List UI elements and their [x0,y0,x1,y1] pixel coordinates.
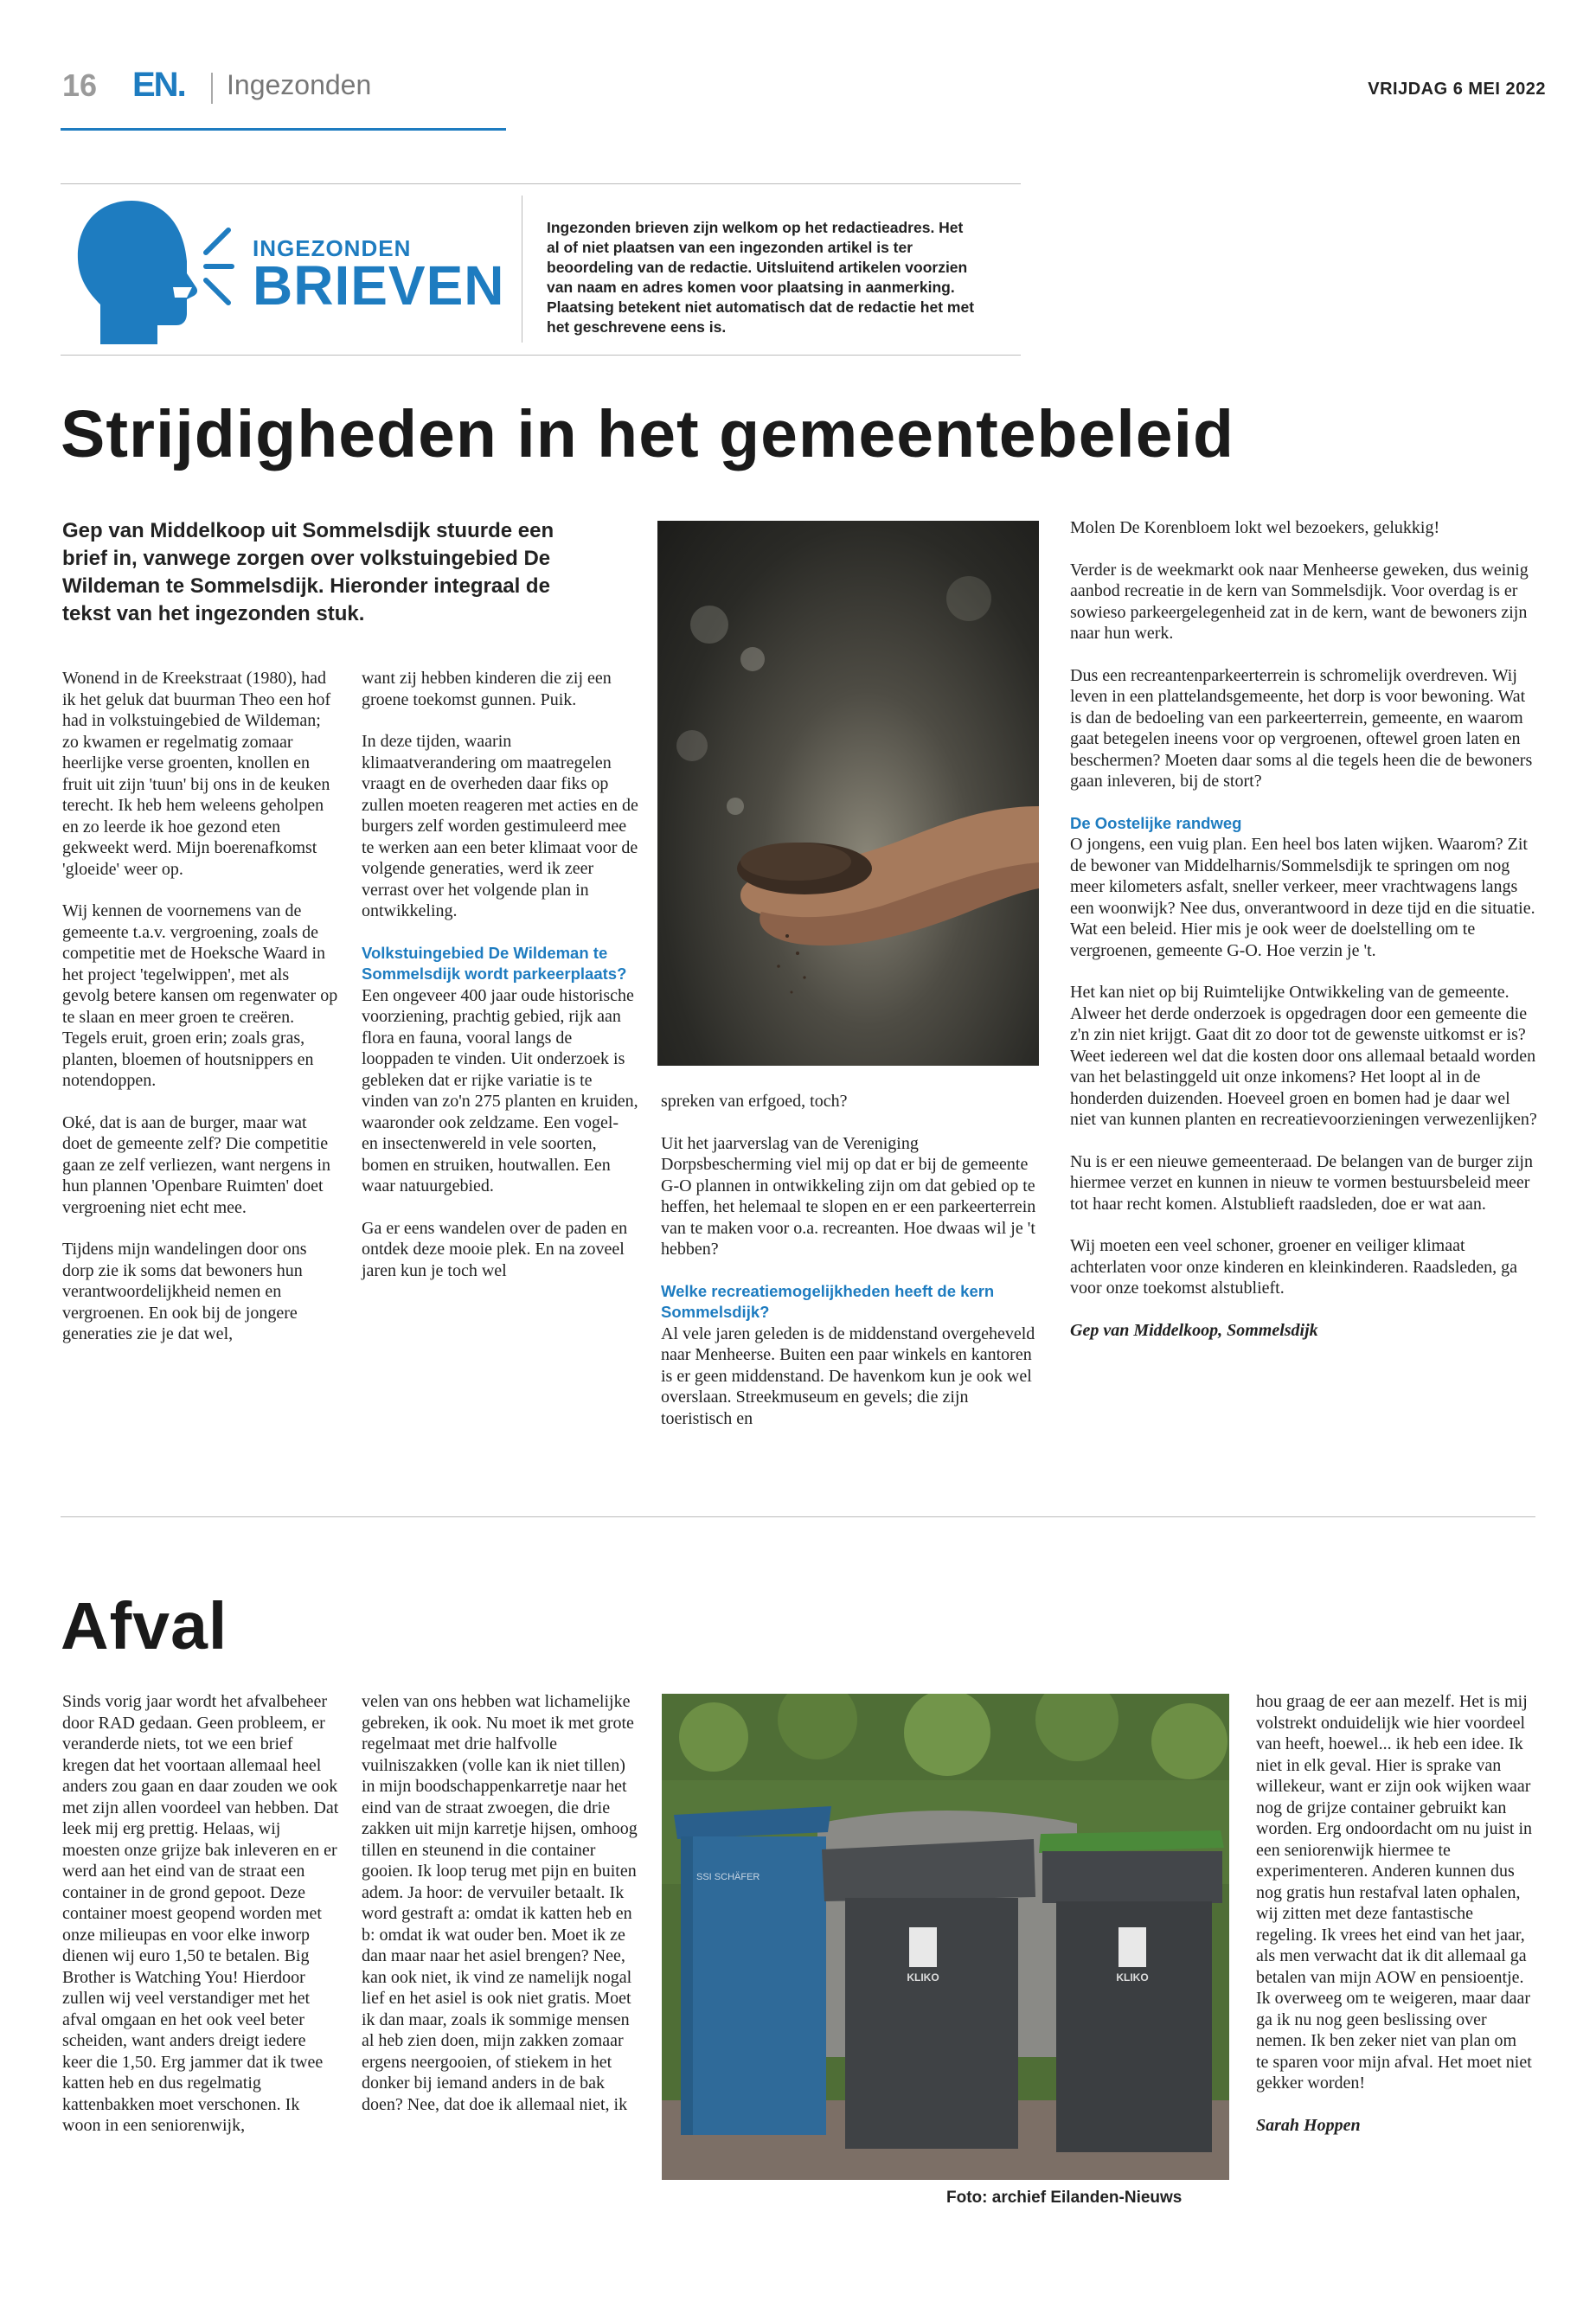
article-intro: Gep van Middelkoop uit Sommelsdijk stuurde een brief in, vanwege zorgen over volkstuingebied De Wildeman te Sommelsdijk. Hieronder integraal de tekst van het ingezonden stuk. [62,519,554,625]
subheading: De Oostelijke randweg [1070,813,1242,832]
article-column-1 [62,668,339,1366]
paragraph: Tijdens mijn wandelingen door ons dorp zie ik soms dat bewoners hun verantwoordelijkheid nemen en vergroenen. En ook bij de jongere generaties zie je dat wel, [62,1240,307,1343]
paragraph: Oké, dat is aan de burger, maar wat doet de gemeente zelf? Die competitie gaan ze zelf verliezen, want nergens in hun plannen 'Openbare Ruimten' doet vergroening niet echt mee. [62,1112,331,1217]
bin-label: KLIKO [907,1971,939,1984]
article-signature: Sarah Hoppen [1256,2115,1361,2135]
paragraph: velen van ons hebben wat lichamelijke gebreken, ik ook. Nu moet ik met grote regelmaat met drie halfvolle vuilniszakken (volle kan ik niet tillen) in mijn boodschappenkarretje naar het eind van de straat zwoegen, die drie zakken uit mijn karretje hijsen, omhoog tillen en steunend in die container gooien. Ik loop terug met pijn en buiten adem. Ja hoor: de vervuiler betaalt. Ik word gestraft a: omdat ik katten heb en b: omdat ik wat ouder ben. Moet ik ze dan maar naar het asiel brengen? Nee, kan ook niet, ik vind ze namelijk nogal lief en het asiel is ook niet gratis. Moet ik dan maar, zoals ik sommige mensen al heb zien doen, mijn zakken zomaar ergens neergooien, of stiekem in het donker bij iemand anders in de bak doen? Nee, dat doe ik allemaal niet, ik [362,1692,638,2114]
paragraph: Het kan niet op bij Ruimtelijke Ontwikkeling van de gemeente. Alweer het derde onderzoek is opgedragen door een gemeente die z'n zin niet krijgt. Gaat dit zo door tot de gewenste uitkomst er is? Weet iedereen wel dat die kosten door ons allemaal betaald worden van het belastinggeld uit onze inkomens? Het loopt al in de honderden duizenden. Hoeveel groen en bomen had je daar wel niet van kunnen planten en recreatievoorzieningen verwezenlijken? [1070,983,1537,1129]
paragraph: Uit het jaarverslag van de Vereniging Dorpsbescherming viel mij op dat er bij de gemeente G-O plannen in ontwikkeling zijn om dat gebied op te heffen, het helemaal te slopen en er een parkeerterrein van te maken voor o.a. recreanten. Hoe dwaas wil je 't hebben? [661,1133,1036,1259]
paragraph: Verder is de weekmarkt ook naar Menheerse geweken, dus weinig aanbod recreatie in de kern van Sommelsdijk. Voor overdag is er sowieso parkeergelegenheid zat in de kern, want de bewoners zijn naar hun werk. [1070,560,1529,643]
paragraph: Sinds vorig jaar wordt het afvalbeheer door RAD gedaan. Geen probleem, er veranderde niets, tot we een brief kregen dat het voortaan allemaal heel anders zou gaan en daar zouden we ook met zijn allen voordeel van hebben. Dat leek mij erg prettig. Helaas, wij moesten onze grijze bak inleveren en er werd aan het eind van de straat een container in de grond gepoot. Deze container moest geopend worden met onze milieupas en voor elke inworp dienen wij euro 1,50 te betalen. Big Brother is Watching You! Hierdoor zullen wij veel verstandiger met het afval omgaan en het ook veel beter scheiden, want anders dreigt iedere keer die 1,50. Erg jammer dat ik twee katten heb en dus regelmatig kattenbakken moet verschonen. Ik woon in een seniorenwijk, [62,1692,339,2135]
paragraph: Wij kennen de voornemens van de gemeente t.a.v. vergroening, zoals de competitie met de Hoeksche Waard in het project 'tegelwippen', met als gevolg betere kansen om regenwater op te slaan en meer groen te creëren. Tegels eruit, groen erin; zoals gras, planten, bloemen of houtsnippers en notendoppen. [62,901,338,1090]
paragraph: spreken van erfgoed, toch? [661,1092,848,1111]
paragraph: Nu is er een nieuwe gemeenteraad. De belangen van de burger zijn hiermee verzet en kunnen in nieuw te vormen bestuursbeleid meer tot haar recht komen. Alstublieft raadsleden, doe er wat aan. [1070,1151,1533,1214]
article-column-4 [1070,517,1537,1341]
photo-caption: Foto: archief Eilanden-Nieuws [946,2189,1183,2207]
speech-lines-icon [201,223,235,310]
paragraph: O jongens, een vuig plan. Een heel bos laten wijken. Waarom? Zit de bewoner van Middelharnis/Sommelsdijk te springen om nog meer kilometers asfalt, sneller verkeer, meer vrachtwagens langs een woonwijk? Nee dus, onverantwoord in deze tijd en die situatie. Wat een beleid. Hier mis je ook weer de doelstelling om te vergroenen, gemeente G-O. Hoe verzin je 't. [1070,835,1535,960]
paragraph: Ga er eens wandelen over de paden en ontdek deze mooie plek. En na zoveel jaren kun je toch wel [362,1218,628,1280]
article-signature: Gep van Middelkoop, Sommelsdijk [1070,1320,1318,1340]
article-column-3 [661,1091,1042,1450]
article-divider [61,1516,1535,1517]
paragraph: want zij hebben kinderen die zij een groene toekomst gunnen. Puik. [362,669,612,709]
waste-bins-illustration [662,1694,1229,2180]
hands-soil-illustration [657,521,1039,1066]
waste-bins-photo [662,1694,1229,2180]
paragraph: Al vele jaren geleden is de middenstand overgeheveld naar Menheerse. Buiten een paar winkels en kantoren is er geen middenstand. De havenkom kun je ook wel overslaan. Streekmuseum en gevels; die zijn toeristisch en [661,1324,1035,1428]
article-column-2 [362,668,638,1302]
section-title: Ingezonden [227,69,372,100]
banner-label-big: BRIEVEN [253,254,505,317]
banner-top-rule [61,183,1021,184]
paragraph: Een ongeveer 400 jaar oude historische voorziening, prachtig gebied, rijk aan flora en fauna, vooral langs de looppaden te vinden. Uit onderzoek is gebleken dat er rijke variatie is te vinden van zo'n 275 planten en kruiden, waaronder ook zeldzame. Een vogel- en insectenwereld in vele soorten, bomen en struiken, houtwallen. Een waar natuurgebied. [362,985,638,1195]
issue-date: VRIJDAG 6 MEI 2022 [1368,80,1546,99]
header-rule [61,128,506,131]
article-title: Afval [61,1589,228,1663]
paragraph: In deze tijden, waarin klimaatverandering om maatregelen vraagt en de overheden daar fiks op zullen moeten reageren met acties en de burgers zelf worden gestimuleerd mee te werken aan een beter klimaat voor de volgende generaties, werd ik zeer verrast over het volgende plan in ontwikkeling. [362,732,638,920]
article-column-2 [362,1691,638,2136]
soil-hands-photo [657,521,1039,1066]
banner-info-text: Ingezonden brieven zijn welkom op het redactieadres. Het al of niet plaatsen van een ingezonden artikel is ter beoordeling van de redactie. Uitsluitend artikelen voorzien van naam en adres komen voor plaatsing in aanmerking. Plaatsing betekent niet automatisch dat de redactie het met het geschrevene eens is. [547,219,975,336]
subheading: Welke recreatiemogelijkheden heeft de kern Sommelsdijk? [661,1281,995,1321]
banner-label-small: INGEZONDEN [253,235,412,261]
paragraph: Dus een recreantenparkeerterrein is schromelijk overdreven. Wij leven in een plattelandsgemeente, het dorp is voor bewoning. Wat is dan de bedoeling van een parkeerterrein, gemeente, en waarom gaat betegelen ineens voor op vergroenen, oftewel groen laten en beschermen? Moeten daar soms al die tegels heen die de bewoners gaan inleveren, bij de stort? [1070,665,1533,791]
paragraph: Wij moeten een veel schoner, groener en veiliger klimaat achterlaten voor onze kinderen en kleinkinderen. Raadsleden, ga voor onze toekomst alstublieft. [1070,1236,1518,1298]
paragraph: hou graag de eer aan mezelf. Het is mij volstrekt onduidelijk wie hier voordeel van heeft, hoewel... ik heb een idee. Ik niet in elk geval. Hier is sprake van willekeur, want er zijn ook wijken waar nog de grijze container gebruikt kan worden. Erg ondoordacht om nu juist in een seniorenwijk hiermee te experimenteren. Anderen kunnen dus nog gratis hun restafval laten ophalen, wij zitten met deze fantastische regeling. Ik vrees het eind van het jaar, als men verwacht dat ik dit allemaal ga betalen van mijn AOW en pensioentje. Ik overweeg om te weigeren, maar daar ga ik nu nog geen beslissing over nemen. Ik ben zeker niet van plan om te sparen voor mijn afval. Het moet niet gekker worden! [1256,1692,1533,2093]
header-separator [211,73,213,104]
article-title: Strijdigheden in het gemeentebeleid [61,397,1235,471]
bin-label: SSI SCHÄFER [696,1872,760,1882]
newspaper-logo: EN. [132,66,185,104]
subheading: Volkstuingebied De Wildeman te Sommelsdijk wordt parkeerplaats? [362,943,627,983]
page-number: 16 [62,67,98,103]
speaking-head-icon [71,197,201,346]
article-column-3 [1256,1691,1533,2136]
paragraph: Wonend in de Kreekstraat (1980), had ik het geluk dat buurman Theo een hof had in volkstuingebied de Wildeman; zo kwamen er regelmatig zomaar heerlijke verse groenten, knollen en fruit uit zijn 'tuun' bij ons in de keuken terecht. Ik heb hem weleens geholpen en zo leerde ik hoe gezond eten gekweekt werd. Mijn boerenafkomst 'gloeide' weer op. [62,669,331,879]
bin-label: KLIKO [1116,1971,1149,1984]
article-column-1 [62,1691,339,2157]
paragraph: Molen De Korenbloem lokt wel bezoekers, gelukkig! [1070,518,1440,537]
banner-bottom-rule [61,355,1021,356]
